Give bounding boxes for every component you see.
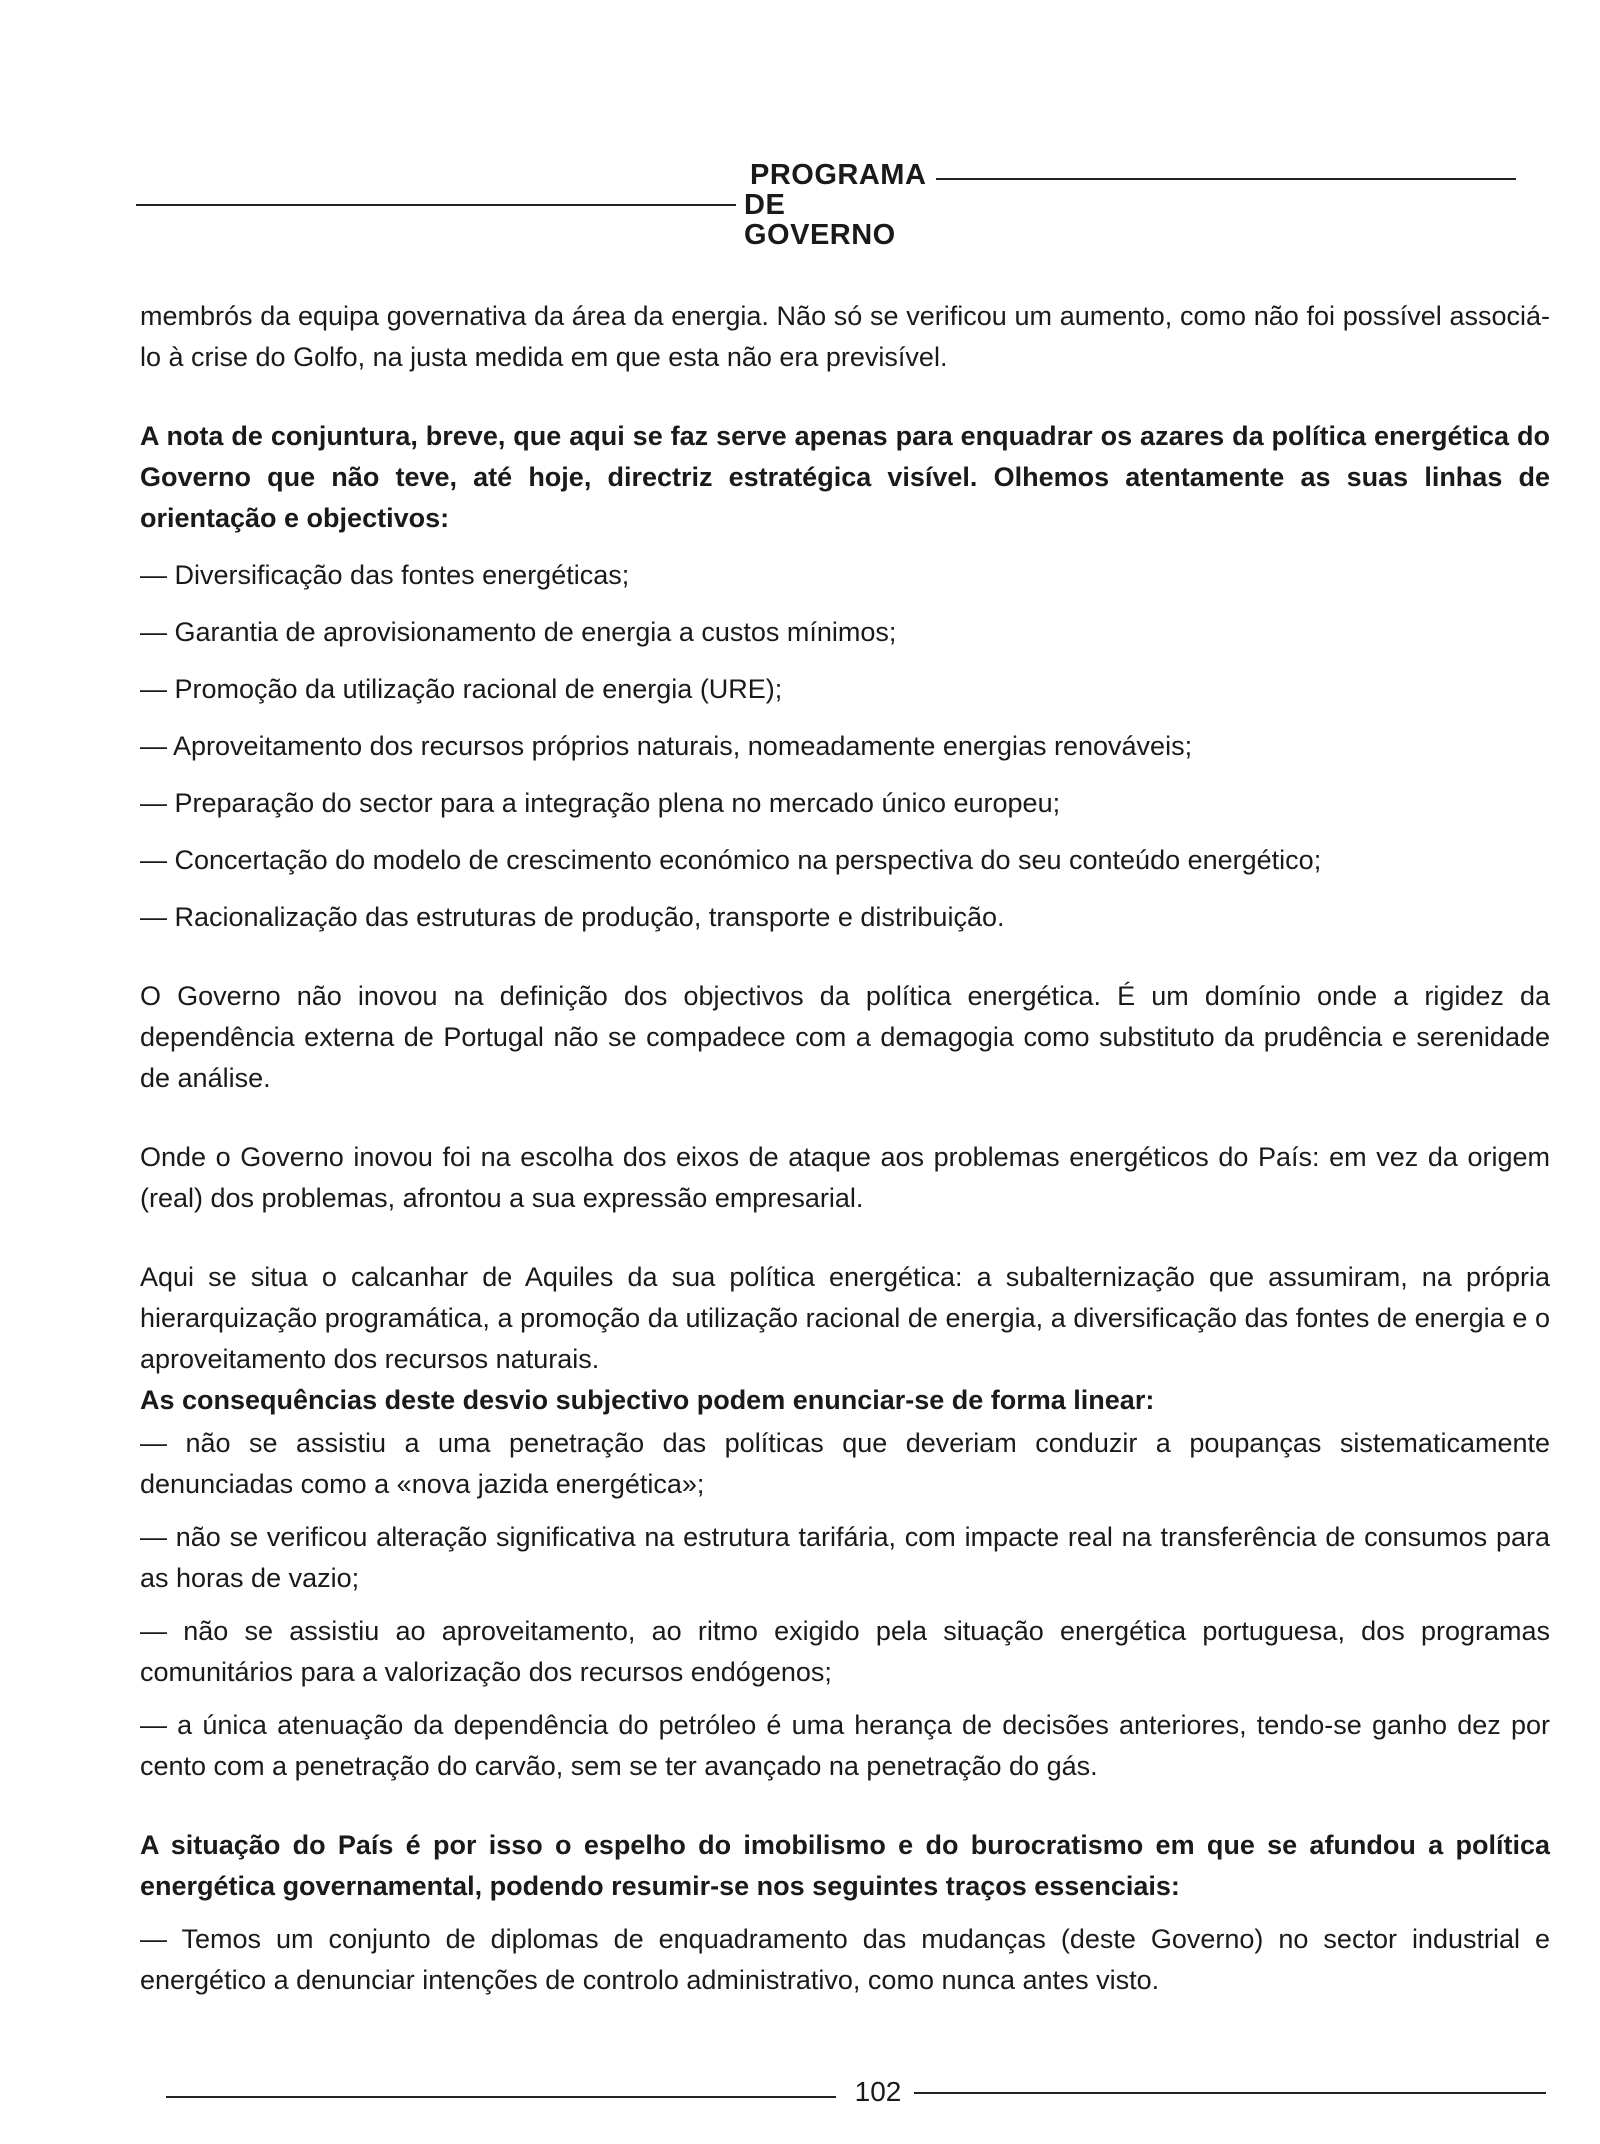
footer-rule-right [914, 2092, 1546, 2094]
paragraph-conjuntura: A nota de conjuntura, breve, que aqui se faz serve apenas para enquadrar os azares da política energética do Governo que não teve, até hoje, directriz estratégica visível. Olhemos atentamente as suas linhas de orientação e objectivos: [140, 421, 1550, 533]
list-item: — Concertação do modelo de crescimento económico na perspectiva do seu conteúdo energético; [140, 845, 1322, 875]
list-item: — a única atenuação da dependência do petróleo é uma herança de decisões anteriores, tendo-se ganho dez por cento com a penetração do carvão, sem se ter avançado na penetração do gás. [140, 1710, 1550, 1781]
list-item: — Preparação do sector para a integração plena no mercado único europeu; [140, 788, 1061, 818]
consequences-list [140, 1423, 1550, 1787]
paragraph-inovou: Onde o Governo inovou foi na escolha dos eixos de ataque aos problemas energéticos do País: em vez da origem (real) dos problemas, afrontou a sua expressão empresarial. [140, 1142, 1550, 1213]
list-item: — Aproveitamento dos recursos próprios naturais, nomeadamente energias renováveis; [140, 731, 1193, 761]
header-title [744, 160, 934, 250]
list-item: — Promoção da utilização racional de energia (URE); [140, 674, 783, 704]
header-title-line2: DE GOVERNO [744, 189, 896, 251]
page-header [136, 159, 1516, 251]
header-rule-left [136, 204, 736, 206]
list-item: — não se verificou alteração significativa na estrutura tarifária, com impacte real na transferência de consumos para as horas de vazio; [140, 1522, 1550, 1593]
page-body [140, 296, 1550, 2001]
list-item: — Diversificação das fontes energéticas; [140, 560, 630, 590]
page-number: 102 [854, 2076, 902, 2107]
header-rule-right [936, 178, 1516, 180]
paragraph-consequencias: As consequências deste desvio subjectivo podem enunciar-se de forma linear: [140, 1385, 1155, 1415]
page-footer [166, 2074, 1546, 2114]
list-item: — não se assistiu ao aproveitamento, ao ritmo exigido pela situação energética portuguesa, dos programas comunitários para a valorização dos recursos endógenos; [140, 1616, 1550, 1687]
list-item: — Garantia de aprovisionamento de energia a custos mínimos; [140, 617, 897, 647]
traits-list [140, 1919, 1550, 2001]
objectives-list [140, 555, 1550, 938]
footer-rule-left [166, 2096, 836, 2098]
paragraph-nao-inovou: O Governo não inovou na definição dos objectivos da política energética. É um domínio onde a rigidez da dependência externa de Portugal não se compadece com a demagogia como substituto da prudência e serenidade de análise. [140, 981, 1550, 1093]
list-item: — não se assistiu a uma penetração das políticas que deveriam conduzir a poupanças sistematicamente denunciadas como a «nova jazida energética»; [140, 1428, 1550, 1499]
header-title-line1: PROGRAMA [750, 159, 927, 191]
paragraph-situacao: A situação do País é por isso o espelho do imobilismo e do burocratismo em que se afundou a política energética governamental, podendo resumir-se nos seguintes traços essenciais: [140, 1830, 1550, 1901]
paragraph-intro: membrós da equipa governativa da área da energia. Não só se verificou um aumento, como não foi possível associá-lo à crise do Golfo, na justa medida em que esta não era previsível. [140, 301, 1550, 372]
list-item: — Temos um conjunto de diplomas de enquadramento das mudanças (deste Governo) no sector industrial e energético a denunciar intenções de controlo administrativo, como nunca antes visto. [140, 1924, 1550, 1995]
paragraph-aquiles: Aqui se situa o calcanhar de Aquiles da sua política energética: a subalternização que assumiram, na própria hierarquização programática, a promoção da utilização racional de energia, a diversificação das fontes de energia e o aproveitamento dos recursos naturais. [140, 1262, 1550, 1374]
list-item: — Racionalização das estruturas de produção, transporte e distribuição. [140, 902, 1005, 932]
